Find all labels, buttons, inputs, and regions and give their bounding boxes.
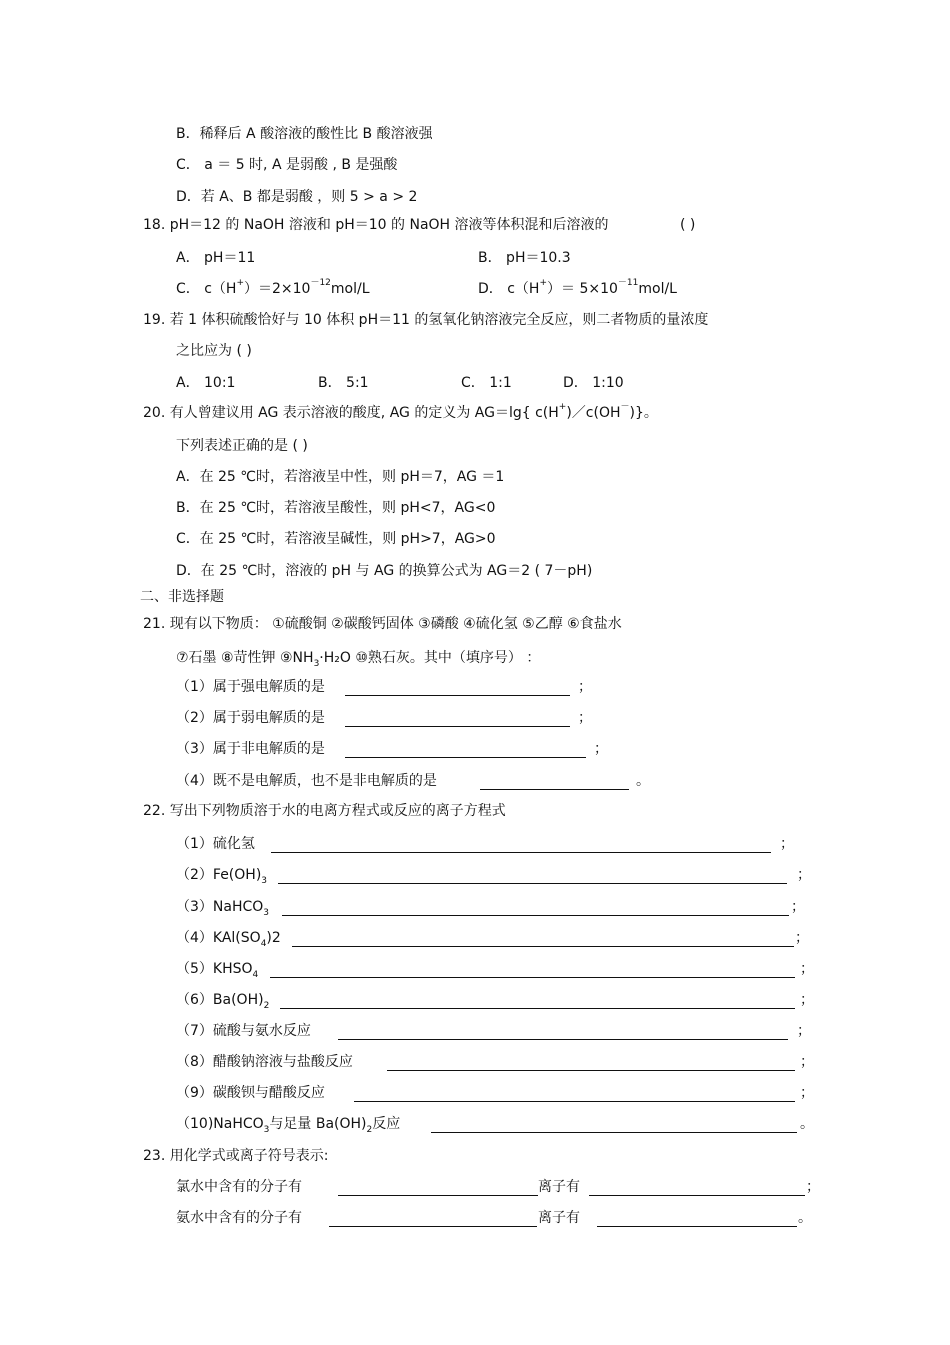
q23-chlorine-ions-blank[interactable] xyxy=(589,1178,805,1196)
q22-item-6-semicolon: ； xyxy=(800,992,814,1008)
q17-option-b: B．稀释后 A 酸溶液的酸性比 B 酸溶液强 xyxy=(176,126,433,142)
q21-stem: 21. 现有以下物质： ①硫酸铜 ②碳酸钙固体 ③磷酸 ④硫化氢 ⑤乙醇 ⑥食盐水 xyxy=(143,616,622,632)
q19-stem-2: 之比应为 ( ) xyxy=(176,343,252,359)
q22-item-4: $(4)KAl(SO_4)2$ xyxy=(176,930,281,949)
q22-item-10-period: 。 xyxy=(800,1116,814,1132)
q18-stem: 18. pH＝12 的 NaOH 溶液和 pH＝10 的 NaOH 溶液等体积混和后溶液的 xyxy=(143,217,609,233)
q22-item-2-semicolon: ； xyxy=(797,867,811,883)
q20-option-c: C．在 25 ℃时，若溶液呈碱性，则 pH>7，AG>0 xyxy=(176,531,496,547)
q22-item-2-blank[interactable] xyxy=(278,866,787,884)
q21-part-3-blank[interactable] xyxy=(345,740,586,758)
q22-item-6: $(6)Ba(OH)_2$ xyxy=(176,992,270,1011)
q18-option-b: B． pH＝10.3 xyxy=(478,250,571,266)
q21-substances-2: ⑦石墨 ⑧苛性钾 $⑨NH_3\cdot H_2O$ ⑩熟石灰。其中（填序号） ： xyxy=(176,650,541,669)
q21-part-4-blank[interactable] xyxy=(480,772,629,790)
q20-stem: 20. 有人曾建议用 AG 表示溶液的酸度, AG 的定义为 AG＝lg{ c(H+)／c(OH－)}。 xyxy=(143,402,658,421)
section-heading-non-choice: 二、非选择题 xyxy=(140,589,224,605)
q18-option-c: C． $c(H^+)=2\times 10^{-12}mol/L$ xyxy=(176,278,370,297)
q21-part-1-semicolon: ； xyxy=(578,679,592,695)
q18-answer-paren: ( ) xyxy=(680,217,696,233)
q21-part-2-semicolon: ； xyxy=(578,710,592,726)
q22-item-8-semicolon: ； xyxy=(800,1054,814,1070)
q22-item-1-blank[interactable] xyxy=(271,835,771,853)
q22-item-3-semicolon: ； xyxy=(791,899,805,915)
q20-option-a: A．在 25 ℃时，若溶液呈中性，则 pH＝7，AG ＝1 xyxy=(176,469,505,485)
q21-part-2: （2）属于弱电解质的是 xyxy=(176,710,325,726)
q21-part-2-blank[interactable] xyxy=(345,709,570,727)
q22-item-3: （3）NaHCO$_3$ xyxy=(176,899,270,918)
q22-item-4-semicolon: ； xyxy=(795,930,809,946)
q22-item-4-blank[interactable] xyxy=(292,929,794,947)
q22-item-7-semicolon: ； xyxy=(797,1023,811,1039)
q20-stem-2: 下列表述正确的是 ( ) xyxy=(176,438,308,454)
q17-option-d: D．若 A、B 都是弱酸 ，则 5 > a > 2 xyxy=(176,189,418,205)
q22-item-9-semicolon: ； xyxy=(800,1085,814,1101)
q22-item-6-blank[interactable] xyxy=(280,991,795,1009)
q20-option-d: D．在 25 ℃时，溶液的 pH 与 AG 的换算公式为 AG＝2 ( 7－pH) xyxy=(176,563,593,579)
q19-option-a: A． 10:1 xyxy=(176,375,236,391)
q19-option-c: C． 1:1 xyxy=(461,375,512,391)
q22-item-10-blank[interactable] xyxy=(431,1115,797,1133)
q22-item-2: $(2)Fe(OH)_3$ xyxy=(176,867,268,886)
q17-option-c: C． a ＝ 5 时, A 是弱酸 , B 是强酸 xyxy=(176,157,398,173)
q23-stem: 23. 用化学式或离子符号表示: xyxy=(143,1148,329,1164)
q22-item-5: $(5)KHSO_4$ xyxy=(176,961,259,980)
q23-ammonia-ions-blank[interactable] xyxy=(597,1209,797,1227)
q19-option-d: D． 1:10 xyxy=(563,375,624,391)
q22-item-7-blank[interactable] xyxy=(338,1022,788,1040)
q19-stem: 19. 若 1 体积硫酸恰好与 10 体积 pH＝11 的氢氧化钠溶液完全反应，则二者物质的量浓度 xyxy=(143,312,709,328)
q22-item-1-semicolon: ； xyxy=(780,836,794,852)
q23-chlorine-water-molecules: 氯水中含有的分子有 xyxy=(176,1179,302,1195)
q18-option-a: A． pH＝11 xyxy=(176,250,256,266)
q22-item-5-semicolon: ； xyxy=(800,961,814,977)
q23-ammonia-water-molecules: 氨水中含有的分子有 xyxy=(176,1210,302,1226)
q21-part-3: （3）属于非电解质的是 xyxy=(176,741,325,757)
q23-line-1-semicolon: ； xyxy=(806,1179,820,1195)
q21-part-1: （1）属于强电解质的是 xyxy=(176,679,325,695)
q21-part-3-semicolon: ； xyxy=(594,741,608,757)
q22-item-10: （10)NaHCO$_3$与足量 $Ba(OH)_2$反应 xyxy=(176,1116,401,1135)
q21-part-4: （4）既不是电解质，也不是非电解质的是 xyxy=(176,773,437,789)
q22-stem: 22. 写出下列物质溶于水的电离方程式或反应的离子方程式 xyxy=(143,803,506,819)
q19-option-b: B． 5:1 xyxy=(318,375,369,391)
q23-chlorine-water-ions: 离子有 xyxy=(538,1179,580,1195)
q22-item-5-blank[interactable] xyxy=(270,960,795,978)
q22-item-8: （8）醋酸钠溶液与盐酸反应 xyxy=(176,1054,353,1070)
q22-item-9-blank[interactable] xyxy=(354,1084,795,1102)
q18-option-d: D． $c(H^+)= 5\times 10^{-11}mol/L$ xyxy=(478,278,677,297)
q23-line-2-period: 。 xyxy=(798,1210,812,1226)
q22-item-1: （1）硫化氢 xyxy=(176,836,255,852)
q22-item-9: （9）碳酸钡与醋酸反应 xyxy=(176,1085,325,1101)
q22-item-7: （7）硫酸与氨水反应 xyxy=(176,1023,311,1039)
q23-chlorine-molecules-blank[interactable] xyxy=(338,1178,538,1196)
q23-ammonia-water-ions: 离子有 xyxy=(538,1210,580,1226)
q23-ammonia-molecules-blank[interactable] xyxy=(329,1209,537,1227)
q22-item-8-blank[interactable] xyxy=(387,1053,795,1071)
q21-part-1-blank[interactable] xyxy=(345,678,570,696)
q22-item-3-blank[interactable] xyxy=(282,898,789,916)
q20-option-b: B．在 25 ℃时，若溶液呈酸性，则 pH<7，AG<0 xyxy=(176,500,496,516)
q21-part-4-period: 。 xyxy=(636,773,650,789)
